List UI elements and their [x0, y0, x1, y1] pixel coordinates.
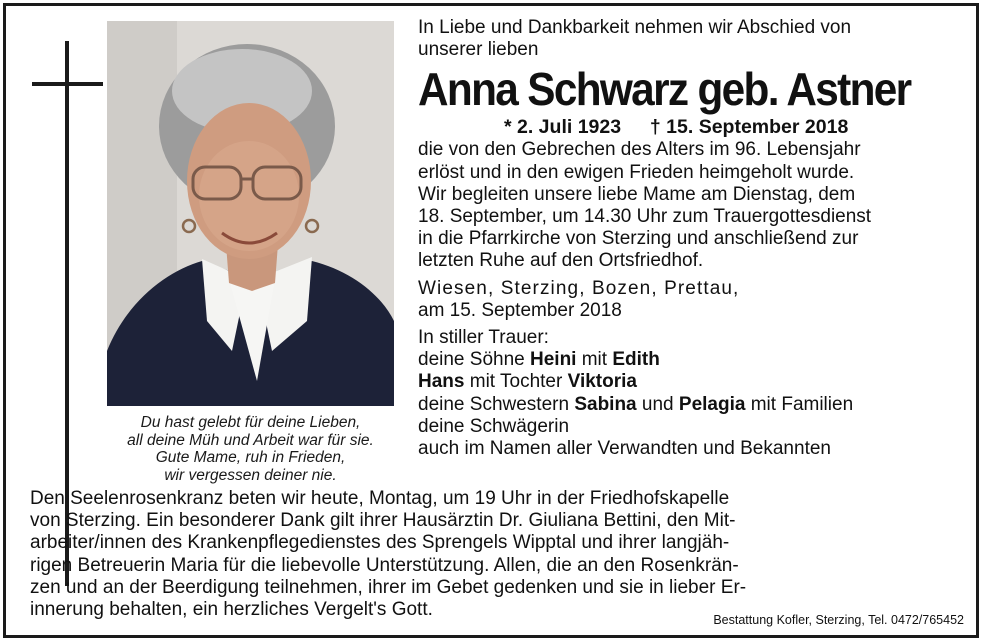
son-name: Heini: [530, 349, 577, 371]
poem-line: wir vergessen deiner nie.: [164, 466, 337, 484]
memorial-poem: [107, 414, 394, 484]
body-line: in die Pfarrkirche von Sterzing und anschließend zur: [418, 228, 859, 250]
birth-date: * 2. Juli 1923: [504, 116, 622, 139]
notice-text: [418, 17, 968, 460]
body-line: letzten Ruhe auf den Ortsfriedhof.: [418, 250, 704, 272]
granddaughter-name: Viktoria: [567, 371, 637, 393]
poem-line: Du hast gelebt für deine Lieben,: [140, 414, 361, 431]
intro-line: unserer lieben: [418, 39, 539, 61]
son-name: Hans: [418, 371, 465, 393]
closing-line: innerung behalten, ein herzliches Vergelt's Gott.: [30, 599, 433, 621]
body-line: 18. September, um 14.30 Uhr zum Trauergottesdienst: [418, 206, 872, 228]
mourner-sisters: deine Schwestern Sabina und Pelagia mit Familien: [418, 393, 854, 415]
mourner-sons: deine Söhne Heini mit Edith: [418, 349, 660, 371]
portrait-photo: [107, 21, 394, 406]
sister-name: Sabina: [574, 393, 637, 415]
places-line: Wiesen, Sterzing, Bozen, Prettau,: [418, 277, 740, 299]
closing-line: Den Seelenrosenkranz beten wir heute, Montag, um 19 Uhr in der Friedhofskapelle: [30, 488, 730, 509]
mourner-sister-in-law: deine Schwägerin: [418, 415, 570, 437]
closing-paragraph: [30, 488, 970, 621]
mourning-heading: In stiller Trauer:: [418, 327, 549, 349]
body-line: Wir begleiten unsere liebe Mame am Dienstag, dem: [418, 183, 856, 205]
partner-name: Edith: [612, 349, 660, 371]
death-date: † 15. September 2018: [649, 116, 849, 139]
closing-line: arbeiter/innen des Krankenpflegedienstes des Sprengels Wipptal und ihrer langjäh-: [30, 532, 730, 554]
closing-line: von Sterzing. Ein besonderer Dank gilt ihrer Hausärztin Dr. Giuliana Bettini, den Mit-: [30, 510, 736, 532]
cross-bar: [32, 82, 103, 86]
mourner-relatives: auch im Namen aller Verwandten und Bekannten: [418, 438, 831, 460]
mourner-son2: Hans mit Tochter Viktoria: [418, 371, 637, 393]
obituary-notice: [3, 3, 979, 638]
funeral-home-credit: Bestattung Kofler, Sterzing, Tel. 0472/765452: [713, 613, 964, 627]
poem-line: all deine Müh und Arbeit war für sie.: [127, 431, 374, 449]
poem-line: Gute Mame, ruh in Frieden,: [155, 449, 346, 466]
closing-line: rigen Betreuerin Maria für die liebevolle Unterstützung. Allen, die an den Rosenkrän-: [30, 554, 739, 576]
life-dates: [504, 115, 968, 139]
deceased-name: Anna Schwarz geb. Astner: [418, 63, 911, 116]
intro-line: In Liebe und Dankbarkeit nehmen wir Abschied von: [418, 17, 852, 38]
closing-line: zen und an der Beerdigung teilnehmen, ihrer im Gebet gedenken und sie in lieber Er-: [30, 576, 747, 598]
body-line: erlöst und in den ewigen Frieden heimgeholt wurde.: [418, 161, 855, 183]
date-line: am 15. September 2018: [418, 299, 622, 321]
body-line: die von den Gebrechen des Alters im 96. Lebensjahr: [418, 139, 861, 161]
sister-name: Pelagia: [678, 393, 746, 415]
